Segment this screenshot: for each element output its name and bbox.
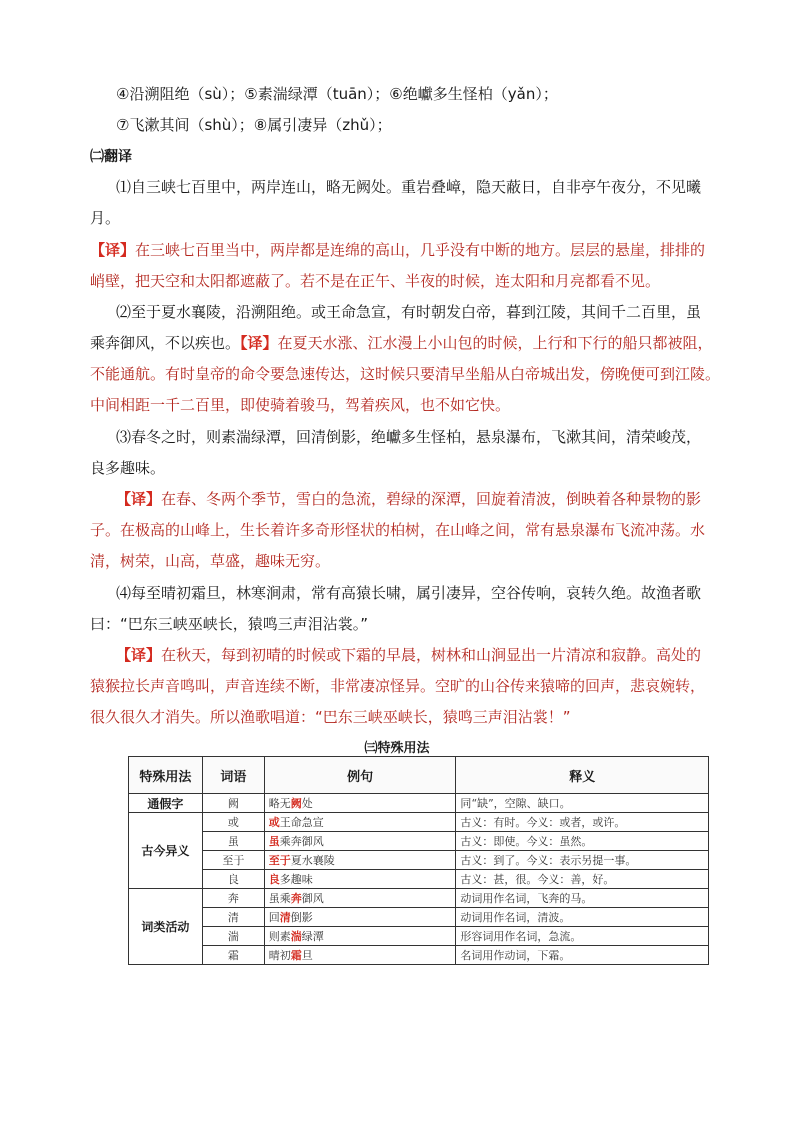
example-cell: 虽乘奔御风	[264, 832, 456, 851]
table-row	[129, 794, 709, 813]
table-row	[129, 870, 709, 889]
p3-translation-line-3: 清，树荣，山高，草盛，趣味无穷。	[90, 552, 331, 570]
word-cell: 阙	[202, 794, 264, 813]
meaning-cell: 动词用作名词，飞奔的马。	[456, 889, 709, 908]
p3-translation-line-1: 【译】在春、冬两个季节，雪白的急流，碧绿的深潭，回旋着清波，倒映着各种景物的影	[116, 490, 702, 508]
special-usage-table	[128, 756, 709, 965]
translation-tag: 【译】	[116, 490, 162, 508]
word-cell: 奔	[202, 889, 264, 908]
p2-source-line-1: ⑵至于夏水襄陵，沿溯阻绝。或王命急宣，有时朝发白帝，暮到江陵，其间千二百里，虽	[116, 303, 702, 321]
p3-source-line-2: 良多趣味。	[90, 459, 166, 477]
p4-translation-line-3: 很久很久才消失。所以渔歌唱道：“巴东三峡巫峡长，猿鸣三声泪沾裳！”	[90, 708, 571, 726]
meaning-cell: 古义：甚，很。今义：善，好。	[456, 870, 709, 889]
p2-translation-line-4: 中间相距一千二百里，即使骑着骏马，驾着疾风，也不如它快。	[90, 396, 511, 414]
p4-source-line-2: 曰：“巴东三峡巫峡长，猿鸣三声泪沾裳。”	[90, 615, 369, 633]
example-cell: 回清倒影	[264, 908, 456, 927]
meaning-cell: 古义：到了。今义：表示另提一事。	[456, 851, 709, 870]
example-cell: 则素湍绿潭	[264, 927, 456, 946]
header-usage: 特殊用法	[129, 757, 203, 794]
p3-translation-line-2: 子。在极高的山峰上，生长着许多奇形怪状的柏树，在山峰之间，常有悬泉瀑布飞流冲荡。水	[90, 521, 706, 539]
table-title: ㈢特殊用法	[364, 741, 430, 756]
p1-source-line-1: ⑴自三峡七百里中，两岸连山，略无阙处。重岩叠嶂，隐天蔽日，自非亭午夜分，不见曦	[116, 178, 702, 196]
translation-tag: 【译】	[116, 646, 162, 664]
p3-source-line-1: ⑶春冬之时，则素湍绿潭，回清倒影，绝巘多生怪柏，悬泉瀑布，飞漱其间，清荣峻茂，	[116, 428, 702, 446]
table-row	[129, 927, 709, 946]
table-row	[129, 889, 709, 908]
pronunciation-notes-line-1: ④沿溯阻绝（sù）；⑤素湍绿潭（tuān）；⑥绝巘多生怪柏（yǎn）；	[116, 85, 558, 103]
header-example: 例句	[264, 757, 456, 794]
word-cell: 至于	[202, 851, 264, 870]
meaning-cell: 形容词用作名词，急流。	[456, 927, 709, 946]
table-row	[129, 908, 709, 927]
category-cell: 通假字	[129, 794, 203, 813]
translation-heading: ㈡翻译	[90, 149, 132, 165]
meaning-cell: 名词用作动词，下霜。	[456, 946, 709, 965]
translation-tag: 【译】	[90, 241, 136, 259]
table-row	[129, 946, 709, 965]
p4-source-line-1: ⑷每至晴初霜旦，林寒涧肃，常有高猿长啸，属引凄异，空谷传响，哀转久绝。故渔者歌	[116, 584, 702, 602]
category-cell: 古今异义	[129, 813, 203, 889]
meaning-cell: 古义：有时。今义：或者，或许。	[456, 813, 709, 832]
header-meaning: 释义	[456, 757, 709, 794]
table-row	[129, 813, 709, 832]
example-cell: 晴初霜旦	[264, 946, 456, 965]
word-cell: 霜	[202, 946, 264, 965]
example-cell: 良多趣味	[264, 870, 456, 889]
p1-translation-line-1: 【译】在三峡七百里当中，两岸都是连绵的高山，几乎没有中断的地方。层层的悬崖，排排的	[90, 241, 706, 259]
meaning-cell: 古义：即使。今义：虽然。	[456, 832, 709, 851]
word-cell: 清	[202, 908, 264, 927]
p4-translation-line-2: 猿猴拉长声音鸣叫，声音连续不断，非常凄凉怪异。空旷的山谷传来猿啼的回声，悲哀婉转，	[90, 677, 706, 695]
table-row	[129, 832, 709, 851]
p1-translation-line-2: 峭壁，把天空和太阳都遮蔽了。若不是在正午、半夜的时候，连太阳和月亮都看不见。	[90, 272, 661, 290]
example-cell: 或王命急宣	[264, 813, 456, 832]
p1-source-line-2: 月。	[90, 209, 121, 227]
translation-tag: 【译】	[240, 334, 278, 352]
p2-translation-line-3: 不能通航。有时皇帝的命令要急速传达，这时候只要清早坐船从白帝城出发，傍晚便可到江陵。	[90, 365, 721, 383]
meaning-cell: 动词用作名词，清波。	[456, 908, 709, 927]
example-cell: 略无阙处	[264, 794, 456, 813]
p2-source-line-2: 乘奔御风，不以疾也。【译】在夏天水涨、江水漫上小山包的时候，上行和下行的船只都被阻，	[90, 334, 713, 352]
example-cell: 虽乘奔御风	[264, 889, 456, 908]
table-row	[129, 851, 709, 870]
table-header-row	[129, 757, 709, 794]
example-cell: 至于夏水襄陵	[264, 851, 456, 870]
header-word: 词语	[202, 757, 264, 794]
word-cell: 湍	[202, 927, 264, 946]
category-cell: 词类活动	[129, 889, 203, 965]
p4-translation-line-1: 【译】在秋天，每到初晴的时候或下霜的早晨，树林和山涧显出一片清凉和寂静。高处的	[116, 646, 702, 664]
pronunciation-notes-line-2: ⑦飞漱其间（shù）；⑧属引凄异（zhǔ）；	[116, 116, 392, 134]
word-cell: 虽	[202, 832, 264, 851]
word-cell: 良	[202, 870, 264, 889]
meaning-cell: 同“缺”，空隙、缺口。	[456, 794, 709, 813]
word-cell: 或	[202, 813, 264, 832]
